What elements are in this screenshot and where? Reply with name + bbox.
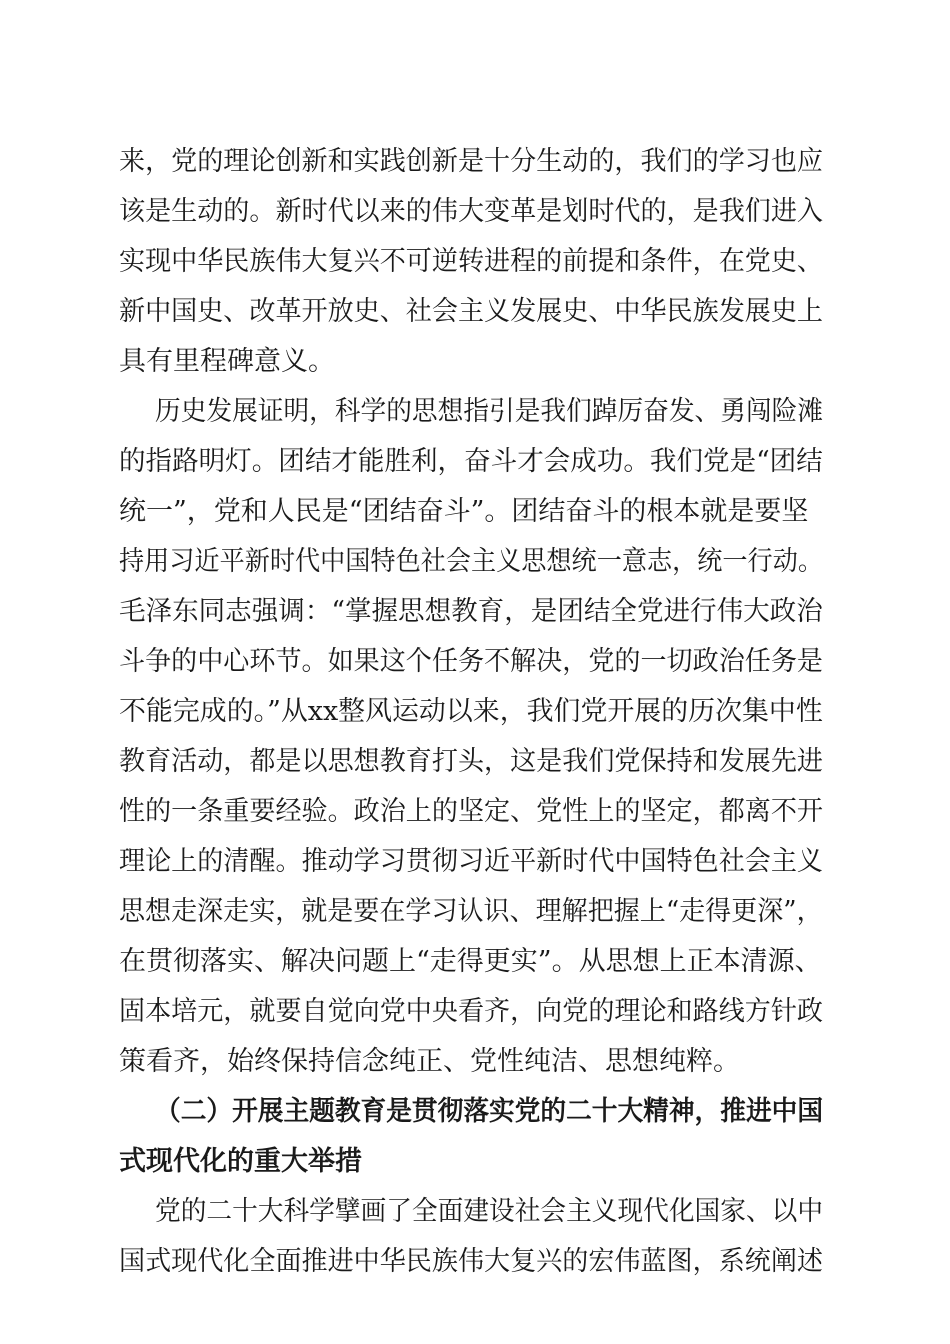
text-line: 斗争的中心环节。如果这个任务不解决，党的一切政治任务是 (119, 646, 823, 677)
text-line: 毛泽东同志强调：“掌握思想教育，是团结全党进行伟大政治 (119, 596, 823, 627)
text-line: 国式现代化全面推进中华民族伟大复兴的宏伟蓝图，系统阐述 (119, 1246, 823, 1277)
text-line: 理论上的清醒。推动学习贯彻习近平新时代中国特色社会主义 (119, 846, 823, 877)
text-line: 固本培元，就要自觉向党中央看齐，向党的理论和路线方针政 (119, 996, 823, 1027)
text-line: 实现中华民族伟大复兴不可逆转进程的前提和条件，在党史、 (119, 246, 823, 277)
text-line: 思想走深走实，就是要在学习认识、理解把握上“走得更深”， (119, 896, 823, 927)
text-line: 统一”，党和人民是“团结奋斗”。团结奋斗的根本就是要坚 (119, 496, 809, 527)
text-line: 来，党的理论创新和实践创新是十分生动的，我们的学习也应 (119, 146, 823, 177)
text-line: 持用习近平新时代中国特色社会主义思想统一意志，统一行动。 (119, 546, 823, 577)
section-heading-line: 式现代化的重大举措 (119, 1146, 362, 1177)
text-line: 历史发展证明，科学的思想指引是我们踔厉奋发、勇闯险滩 (155, 396, 824, 427)
text-line: 教育活动，都是以思想教育打头，这是我们党保持和发展先进 (119, 746, 823, 777)
text-line: 新中国史、改革开放史、社会主义发展史、中华民族发展史上 (119, 296, 823, 327)
text-line: 具有里程碑意义。 (119, 346, 335, 377)
text-line: 性的一条重要经验。政治上的坚定、党性上的坚定，都离不开 (119, 796, 823, 827)
section-heading-line: （二）开展主题教育是贯彻落实党的二十大精神，推进中国 (155, 1096, 824, 1127)
text-line: 该是生动的。新时代以来的伟大变革是划时代的，是我们进入 (119, 196, 823, 227)
text-line: 策看齐，始终保持信念纯正、党性纯洁、思想纯粹。 (119, 1046, 740, 1077)
text-line: 在贯彻落实、解决问题上“走得更实”。从思想上正本清源、 (119, 946, 822, 977)
text-line: 党的二十大科学擘画了全面建设社会主义现代化国家、以中 (155, 1196, 824, 1227)
text-line: 不能完成的。”从xx整风运动以来，我们党开展的历次集中性 (119, 696, 823, 727)
text-line: 的指路明灯。团结才能胜利，奋斗才会成功。我们党是“团结 (119, 446, 823, 477)
